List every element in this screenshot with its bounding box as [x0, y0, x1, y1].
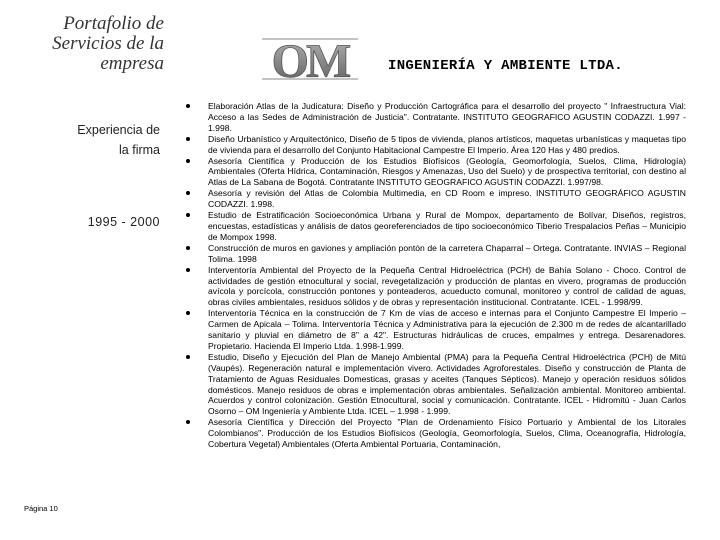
company-name: INGENIERÍA Y AMBIENTE LTDA. — [388, 58, 623, 74]
entry-text: Interventoría Ambiental del Proyecto de la Pequeña Central Hidroeléctrica (PCH) de Bahía Solano - Choco. Control de actividades de gestión etnocultural y social, revegetalización y producción de plantas en vivero, programas de producción avícola y porcícola, construcción pontones y ponteaderos, acueducto comunal, monitoreo y control de calidad de aguas, obras civiles ambientales, residuos sólidos y de obras y representación institucional. Contratante. ICEL - 1.998/99. — [208, 264, 686, 308]
company-logo — [258, 36, 362, 82]
bullet-icon — [186, 246, 190, 250]
bullet-icon — [186, 213, 190, 217]
entry-text: Asesoría Científica y Producción de los Estudios Biofísicos (Geología, Geomorfología, Suelos, Clima, Hidrología) Ambientales (Oferta Hídrica, Contaminación, Riesgos y Amenazas, Uso del Suelo) y de prospectiva territorial, con destino al Atlas de La Sabana de Bogotá. Contratante INSTITUTO GEOGRAFICO AGUSTIN CODAZZI. 1.997/98. — [208, 155, 686, 188]
list-item — [186, 417, 686, 450]
experience-list — [186, 101, 686, 540]
list-item — [186, 352, 686, 417]
entry-text: Estudio, Diseño y Ejecución del Plan de Manejo Ambiental (PMA) para la Pequeña Central Hidroeléctrica (PCH) de Mitú (Vaupés). Regeneración natural e implementación vivero. Actividades Agroforestales. Diseño y construcción de Planta de Tratamiento de Aguas Residuales Domesticas, grasas y aceites (Tanques Sépticos). Manejo y operación residuos sólidos domésticos. Manejo residuos de obras e implementación obras ambientales. Señalización ambiental. Monitoreo ambiental. Acuerdos y control colonización. Gestión Etnocultural, social y comunicación. Contratante. ICEL - Hidromitú - Juan Carlos Osorno – OM Ingeniería y Ambiente Ltda. ICEL – 1.998 - 1.999. — [208, 351, 686, 417]
bullet-icon — [186, 420, 190, 424]
entry-text: Elaboración Atlas de la Judicatura: Diseño y Producción Cartográfica para el desarrollo del proyecto " Infraestructura Vial: Acceso a las Sedes de Administración de Justicia". Contratante. INSTITUTO GEOGRAFICO AGUSTIN CODAZZI. 1.997 - 1.998. — [208, 101, 686, 133]
list-item — [186, 156, 686, 189]
entry-text: Interventoría Técnica en la construcción de 7 Km de vías de acceso e internas para el Conjunto Campestre El Imperio – Carmen de Apicala – Tolima. Interventoría Técnica y Administrativa para la ejecución de 2.300 m de redes de alcantarillado sanitario y pluvial en diámetro de 8" a 42". Estructuras hidráulicas de cruces, empalmes y entrega. Desarenadores. Propietario. Hacienda El Imperio Ltda. 1.998-1.999. — [208, 308, 686, 351]
title-line: Portafolio de — [63, 13, 164, 34]
bullet-icon — [186, 311, 190, 315]
bullet-icon — [186, 159, 190, 163]
experience-line: Experiencia de — [77, 123, 160, 137]
bullet-icon — [186, 268, 190, 272]
portfolio-title — [14, 14, 164, 74]
experience-label — [30, 120, 160, 160]
entry-text: Estudio de Estratificación Socioeconómica Urbana y Rural de Mompox, departamento de Bolívar, Diseños, registros, encuestas, estadísticas y análisis de datos georeferenciados de tipo socioeconómico Tiberio Trespalacios Peñas – Municipio de Mompox 1998. — [208, 210, 686, 242]
bullet-icon — [186, 104, 190, 108]
title-line: empresa — [100, 53, 164, 74]
experience-line: la firma — [119, 143, 160, 157]
list-item — [186, 210, 686, 243]
bullet-icon — [186, 355, 190, 359]
list-item — [186, 101, 686, 134]
entry-text: Asesoría Científica y Dirección del Proyecto "Plan de Ordenamiento Físico Portuario y Ambiental de los Litorales Colombianos". Producción de los Estudios Biofísicos (Geología, Geomorfología, Suelos, Clima, Oceanografía, Hidrología, Cobertura Vegetal) Ambientales (Oferta Ambiental Portuaria, Contaminación, — [208, 417, 686, 450]
logo-text: OM — [271, 36, 349, 82]
list-item — [186, 265, 686, 309]
list-item — [186, 308, 686, 352]
list-item — [186, 243, 686, 265]
entry-text: Diseño Urbanístico y Arquitectónico, Diseño de 5 tipos de vivienda, planos artísticos, maquetas urbanísticas y maquetas tipo de vivienda para el desarrollo del Conjunto Habitacional Campestre El Imperio. Área 120 Has y 480 predios. — [208, 133, 686, 155]
bullet-icon — [186, 137, 190, 141]
list-item — [186, 188, 686, 210]
years-range: 1995 - 2000 — [87, 215, 160, 229]
entry-text: Asesoría y revisión del Atlas de Colombia Multimedia, en CD Room e impreso. INSTITUTO GEOGRÁFICO AGUSTIN CODAZZI. 1.998. — [208, 188, 686, 210]
entry-text: Construcción de muros en gaviones y ampliación pontón de la carretera Chaparral – Ortega. Contratante. INVIAS – Regional Tolima. 1998 — [208, 242, 686, 264]
title-line: Servicios de la — [52, 33, 164, 54]
list-item — [186, 134, 686, 156]
page-number: Página 10 — [24, 504, 58, 513]
bullet-icon — [186, 191, 190, 195]
